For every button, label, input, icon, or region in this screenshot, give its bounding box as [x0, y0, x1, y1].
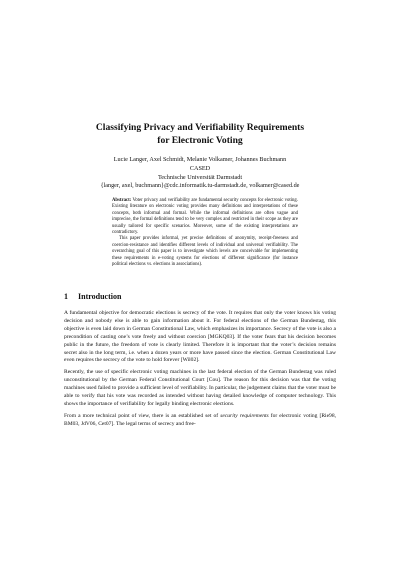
abstract-paragraph-1	[112, 198, 298, 236]
paper-title	[40, 122, 360, 147]
section-heading	[64, 292, 121, 302]
section-title: Introduction	[78, 292, 122, 301]
body-paragraph-2: Recently, the use of specific electronic voting machines in the last federal election of the German Bundestag was ruled unconstitutional by the German Federal Constitutional Court [Cou]. The reason for this decision was that the voting machines used failed to provide a sufficient level of verifiability. In particular, the judgement claims that the voter must be able to verify that his vote was recorded as intended without having detailed knowledge of computer technology. This shows the importance of verifiability for legally binding electronic elections.	[64, 369, 336, 407]
author-emails: {langer, axel, buchmann}@cdc.informatik.tu-darmstadt.de, volkamer@cased.de	[100, 182, 300, 190]
affiliation-university: Technische Universität Darmstadt	[157, 173, 243, 181]
abstract-paragraph-2: This paper provides informal, yet precise definitions of anonymity, receipt-freeness and coercion-resistance and identifies different levels of individual and universal verifiability. The overarching goal of this paper is to investigate which levels are conceivable for implementing these requirements in e-voting systems for elections of different significance (for instance political elections vs. elections in associations).	[112, 236, 298, 268]
title-line-1: Classifying Privacy and Verifiability Requirements	[95, 122, 305, 133]
affiliation-org: CASED	[189, 164, 211, 172]
abstract-text-1: Voter privacy and verifiability are fundamental security concepts for electronic voting. Existing literature on electronic voting provides many definitions and interpretations of these concepts, both informal and formal. While the informal definitions are often vague and imprecise, the formal definitions tend to be very complex and restricted in their scope as they are usually tailored for specific scenarios. Moreover, some of the existing interpretations are contradictory.	[112, 198, 298, 236]
p3-italic-term: security requirements	[220, 412, 269, 419]
abstract	[112, 198, 298, 268]
author-block	[40, 156, 360, 191]
abstract-label: Abstract:	[112, 198, 132, 203]
body-paragraph-1: A fundamental objective for democratic elections is secrecy of the vote. It requires that only the voter knows his voting decision and nobody else is able to gain information about it. For federal elections of the German Bundestag, this objective is even laid down in German Constitutional Law, which emphasizes its importance. Secrecy of the vote is also a precondition of casting one’s vote freely and without coercion [MGKQ03]. If the voter fears that his decision becomes public in the future, the freedom of vote is clearly limited. Therefore it is important that the voter’s decision remains secret also in the long term, i.e. when a dozen years or more have passed since the election. German Constitutional Law even requires the secrecy of the vote to hold forever [Wil02].	[64, 310, 336, 364]
author-names: Lucie Langer, Axel Schmidt, Melanie Volkamer, Johannes Buchmann	[113, 156, 287, 163]
p3-end: for electronic voting [Rie98, BM03, JdV06, Cet07]. The legal terms of secrecy and free-	[64, 412, 336, 427]
body-paragraph-3	[64, 413, 336, 429]
body-text	[64, 310, 336, 433]
section-number: 1	[64, 292, 68, 301]
p3-start: From a more technical point of view, there is an established set of	[64, 412, 221, 419]
title-line-2: for Electronic Voting	[157, 134, 243, 146]
